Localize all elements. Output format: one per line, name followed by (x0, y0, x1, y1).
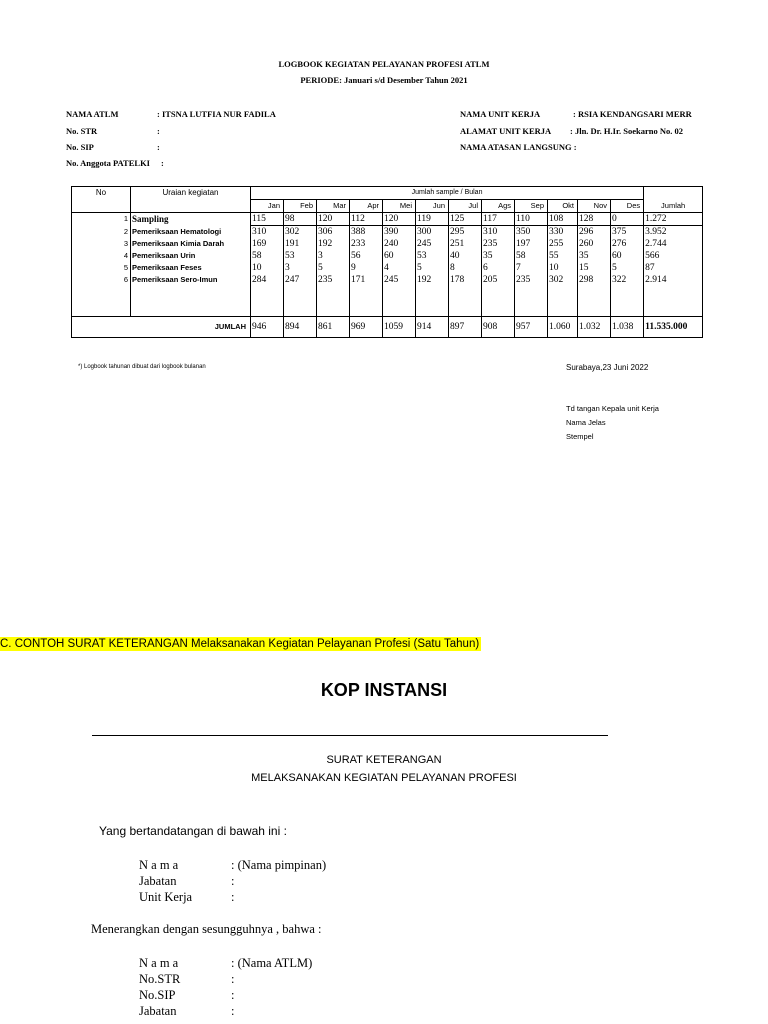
cell: 191 (284, 238, 317, 250)
patelki-label: No. Anggota PATELKI (66, 158, 150, 168)
row-total: 2.914 (644, 274, 703, 286)
cell: 192 (317, 238, 350, 250)
cell: 55 (548, 250, 578, 262)
cell: 5 (416, 262, 449, 274)
cell: 322 (611, 274, 644, 286)
cell: 330 (548, 226, 578, 239)
cell: 296 (578, 226, 611, 239)
cell: 5 (611, 262, 644, 274)
str-label: No. STR (66, 126, 98, 136)
cell: 108 (548, 213, 578, 226)
header-desc: Uraian kegiatan (131, 187, 251, 213)
cell: 6 (482, 262, 515, 274)
signer-position-value: : (231, 874, 235, 888)
cell: 205 (482, 274, 515, 286)
sum-cell: 946 (251, 317, 284, 338)
atlm-position-value: : (231, 1004, 235, 1018)
cell: 298 (578, 274, 611, 286)
cell: 10 (251, 262, 284, 274)
cell: 300 (416, 226, 449, 239)
sum-cell: 1.032 (578, 317, 611, 338)
letter-intro: Yang bertandatangan di bawah ini : (99, 824, 287, 838)
row-total: 1.272 (644, 213, 703, 226)
row-total: 2.744 (644, 238, 703, 250)
cell: 0 (611, 213, 644, 226)
cell: 302 (548, 274, 578, 286)
cell: 120 (383, 213, 416, 226)
cell: 7 (515, 262, 548, 274)
cell: 4 (383, 262, 416, 274)
divider (92, 735, 608, 736)
signer-unit-label: Unit Kerja (139, 890, 193, 904)
row-no: 1 (72, 213, 131, 226)
table-row (72, 213, 703, 226)
month-sep: Sep (515, 200, 548, 213)
row-no: 5 (72, 262, 131, 274)
unit-name-value: : RSIA KENDANGSARI MERR (573, 109, 692, 119)
header-total-top (644, 187, 703, 200)
atlm-sip-label: No.SIP (139, 988, 176, 1002)
unit-address-label: ALAMAT UNIT KERJA (460, 126, 552, 136)
table-sum-row (72, 317, 703, 338)
row-desc: Pemeriksaan Kimia Darah (131, 238, 251, 250)
table-row (72, 262, 703, 274)
cell: 295 (449, 226, 482, 239)
cell: 3 (284, 262, 317, 274)
cell: 15 (578, 262, 611, 274)
month-jan: Jan (251, 200, 284, 213)
cell: 10 (548, 262, 578, 274)
month-jun: Jun (416, 200, 449, 213)
month-mei: Mei (383, 200, 416, 213)
cell: 284 (251, 274, 284, 286)
cell: 388 (350, 226, 383, 239)
table-row (72, 238, 703, 250)
cell: 235 (482, 238, 515, 250)
row-desc: Pemeriksaan Urin (131, 250, 251, 262)
sum-cell: 969 (350, 317, 383, 338)
header-month-group: Jumlah sample / Bulan (251, 187, 644, 200)
sign-line-3: Stempel (566, 432, 594, 441)
cell: 5 (317, 262, 350, 274)
cell: 125 (449, 213, 482, 226)
atlm-sip-value: : (231, 988, 235, 1002)
cell: 171 (350, 274, 383, 286)
sum-cell: 861 (317, 317, 350, 338)
cell: 60 (611, 250, 644, 262)
cell: 260 (578, 238, 611, 250)
letter-title-2: MELAKSANAKAN KEGIATAN PELAYANAN PROFESI (251, 772, 517, 784)
cell: 120 (317, 213, 350, 226)
cell: 390 (383, 226, 416, 239)
month-feb: Feb (284, 200, 317, 213)
sum-total: 11.535.000 (644, 317, 703, 338)
cell: 240 (383, 238, 416, 250)
table-row (72, 250, 703, 262)
row-no: 6 (72, 274, 131, 286)
letter-title-1: SURAT KETERANGAN (326, 754, 442, 766)
kop-heading: KOP INSTANSI (320, 680, 448, 700)
cell: 112 (350, 213, 383, 226)
atlm-name-label: NAMA ATLM (66, 109, 119, 119)
sum-cell: 957 (515, 317, 548, 338)
cell: 310 (482, 226, 515, 239)
cell: 276 (611, 238, 644, 250)
cell: 56 (350, 250, 383, 262)
cell: 53 (284, 250, 317, 262)
cell: 35 (578, 250, 611, 262)
cell: 233 (350, 238, 383, 250)
atlm-position-label: Jabatan (139, 1004, 177, 1018)
atlm-name-value: : ITSNA LUTFIA NUR FADILA (157, 109, 276, 119)
month-apr: Apr (350, 200, 383, 213)
atlm-str-label: No.STR (139, 972, 181, 986)
row-total: 566 (644, 250, 703, 262)
signer-name-label: N a m a (139, 858, 179, 872)
cell: 178 (449, 274, 482, 286)
logbook-period: PERIODE: Januari s/d Desember Tahun 2021 (300, 75, 468, 85)
atlm-str-value: : (231, 972, 235, 986)
cell: 128 (578, 213, 611, 226)
cell: 98 (284, 213, 317, 226)
row-total: 3.952 (644, 226, 703, 239)
footnote: *) Logbook tahunan dibuat dari logbook bulanan (78, 364, 206, 370)
table-header-row (72, 187, 703, 200)
logbook-title: LOGBOOK KEGIATAN PELAYANAN PROFESI ATLM (278, 59, 490, 69)
sign-line-1: Td tangan Kepala unit Kerja (566, 404, 659, 413)
cell: 115 (251, 213, 284, 226)
table-spacer-row (72, 286, 703, 317)
patelki-value: : (161, 158, 164, 168)
cell: 247 (284, 274, 317, 286)
sip-value: : (157, 142, 160, 152)
month-nov: Nov (578, 200, 611, 213)
section-c-heading: C. CONTOH SURAT KETERANGAN Melaksanakan Kegiatan Pelayanan Profesi (Satu Tahun) (0, 638, 480, 650)
cell: 40 (449, 250, 482, 262)
cell: 245 (416, 238, 449, 250)
cell: 169 (251, 238, 284, 250)
row-total: 87 (644, 262, 703, 274)
cell: 8 (449, 262, 482, 274)
sum-cell: 894 (284, 317, 317, 338)
sum-cell: 914 (416, 317, 449, 338)
sip-label: No. SIP (66, 142, 94, 152)
cell: 9 (350, 262, 383, 274)
cell: 117 (482, 213, 515, 226)
cell: 197 (515, 238, 548, 250)
signer-position-label: Jabatan (139, 874, 177, 888)
header-total: Jumlah (644, 200, 703, 213)
atlm-name-label: N a m a (139, 956, 179, 970)
letter-statement: Menerangkan dengan sesungguhnya , bahwa : (91, 922, 322, 936)
row-desc: Pemeriksaan Hematologi (131, 226, 251, 239)
cell: 350 (515, 226, 548, 239)
month-ags: Ags (482, 200, 515, 213)
cell: 251 (449, 238, 482, 250)
row-no: 3 (72, 238, 131, 250)
str-value: : (157, 126, 160, 136)
row-desc: Pemeriksaan Feses (131, 262, 251, 274)
row-desc: Sampling (131, 213, 251, 226)
cell: 235 (515, 274, 548, 286)
sum-label: JUMLAH (131, 317, 251, 338)
sum-cell: 1059 (383, 317, 416, 338)
header-no: No (72, 187, 131, 213)
supervisor-label: NAMA ATASAN LANGSUNG : (460, 142, 577, 152)
cell: 375 (611, 226, 644, 239)
cell: 192 (416, 274, 449, 286)
table-row (72, 226, 703, 239)
cell: 306 (317, 226, 350, 239)
sum-cell: 1.060 (548, 317, 578, 338)
place-date: Surabaya,23 Juni 2022 (566, 363, 649, 372)
cell: 235 (317, 274, 350, 286)
row-no: 4 (72, 250, 131, 262)
unit-name-label: NAMA UNIT KERJA (460, 109, 541, 119)
row-no: 2 (72, 226, 131, 239)
month-mar: Mar (317, 200, 350, 213)
cell: 310 (251, 226, 284, 239)
logbook-table (71, 186, 703, 338)
cell: 255 (548, 238, 578, 250)
sum-cell: 1.038 (611, 317, 644, 338)
cell: 245 (383, 274, 416, 286)
signer-name-value: : (Nama pimpinan) (231, 858, 327, 872)
sum-cell: 897 (449, 317, 482, 338)
month-okt: Okt (548, 200, 578, 213)
cell: 58 (251, 250, 284, 262)
cell: 53 (416, 250, 449, 262)
atlm-name-value: : (Nama ATLM) (231, 956, 313, 970)
cell: 119 (416, 213, 449, 226)
cell: 3 (317, 250, 350, 262)
month-des: Des (611, 200, 644, 213)
cell: 60 (383, 250, 416, 262)
cell: 110 (515, 213, 548, 226)
cell: 58 (515, 250, 548, 262)
table-row (72, 274, 703, 286)
cell: 35 (482, 250, 515, 262)
unit-address-value: : Jln. Dr. H.Ir. Soekarno No. 02 (570, 126, 683, 136)
signer-unit-value: : (231, 890, 235, 904)
cell: 302 (284, 226, 317, 239)
sum-cell: 908 (482, 317, 515, 338)
month-jul: Jul (449, 200, 482, 213)
sign-line-2: Nama Jelas (566, 418, 606, 427)
row-desc: Pemeriksaan Sero-Imun (131, 274, 251, 286)
